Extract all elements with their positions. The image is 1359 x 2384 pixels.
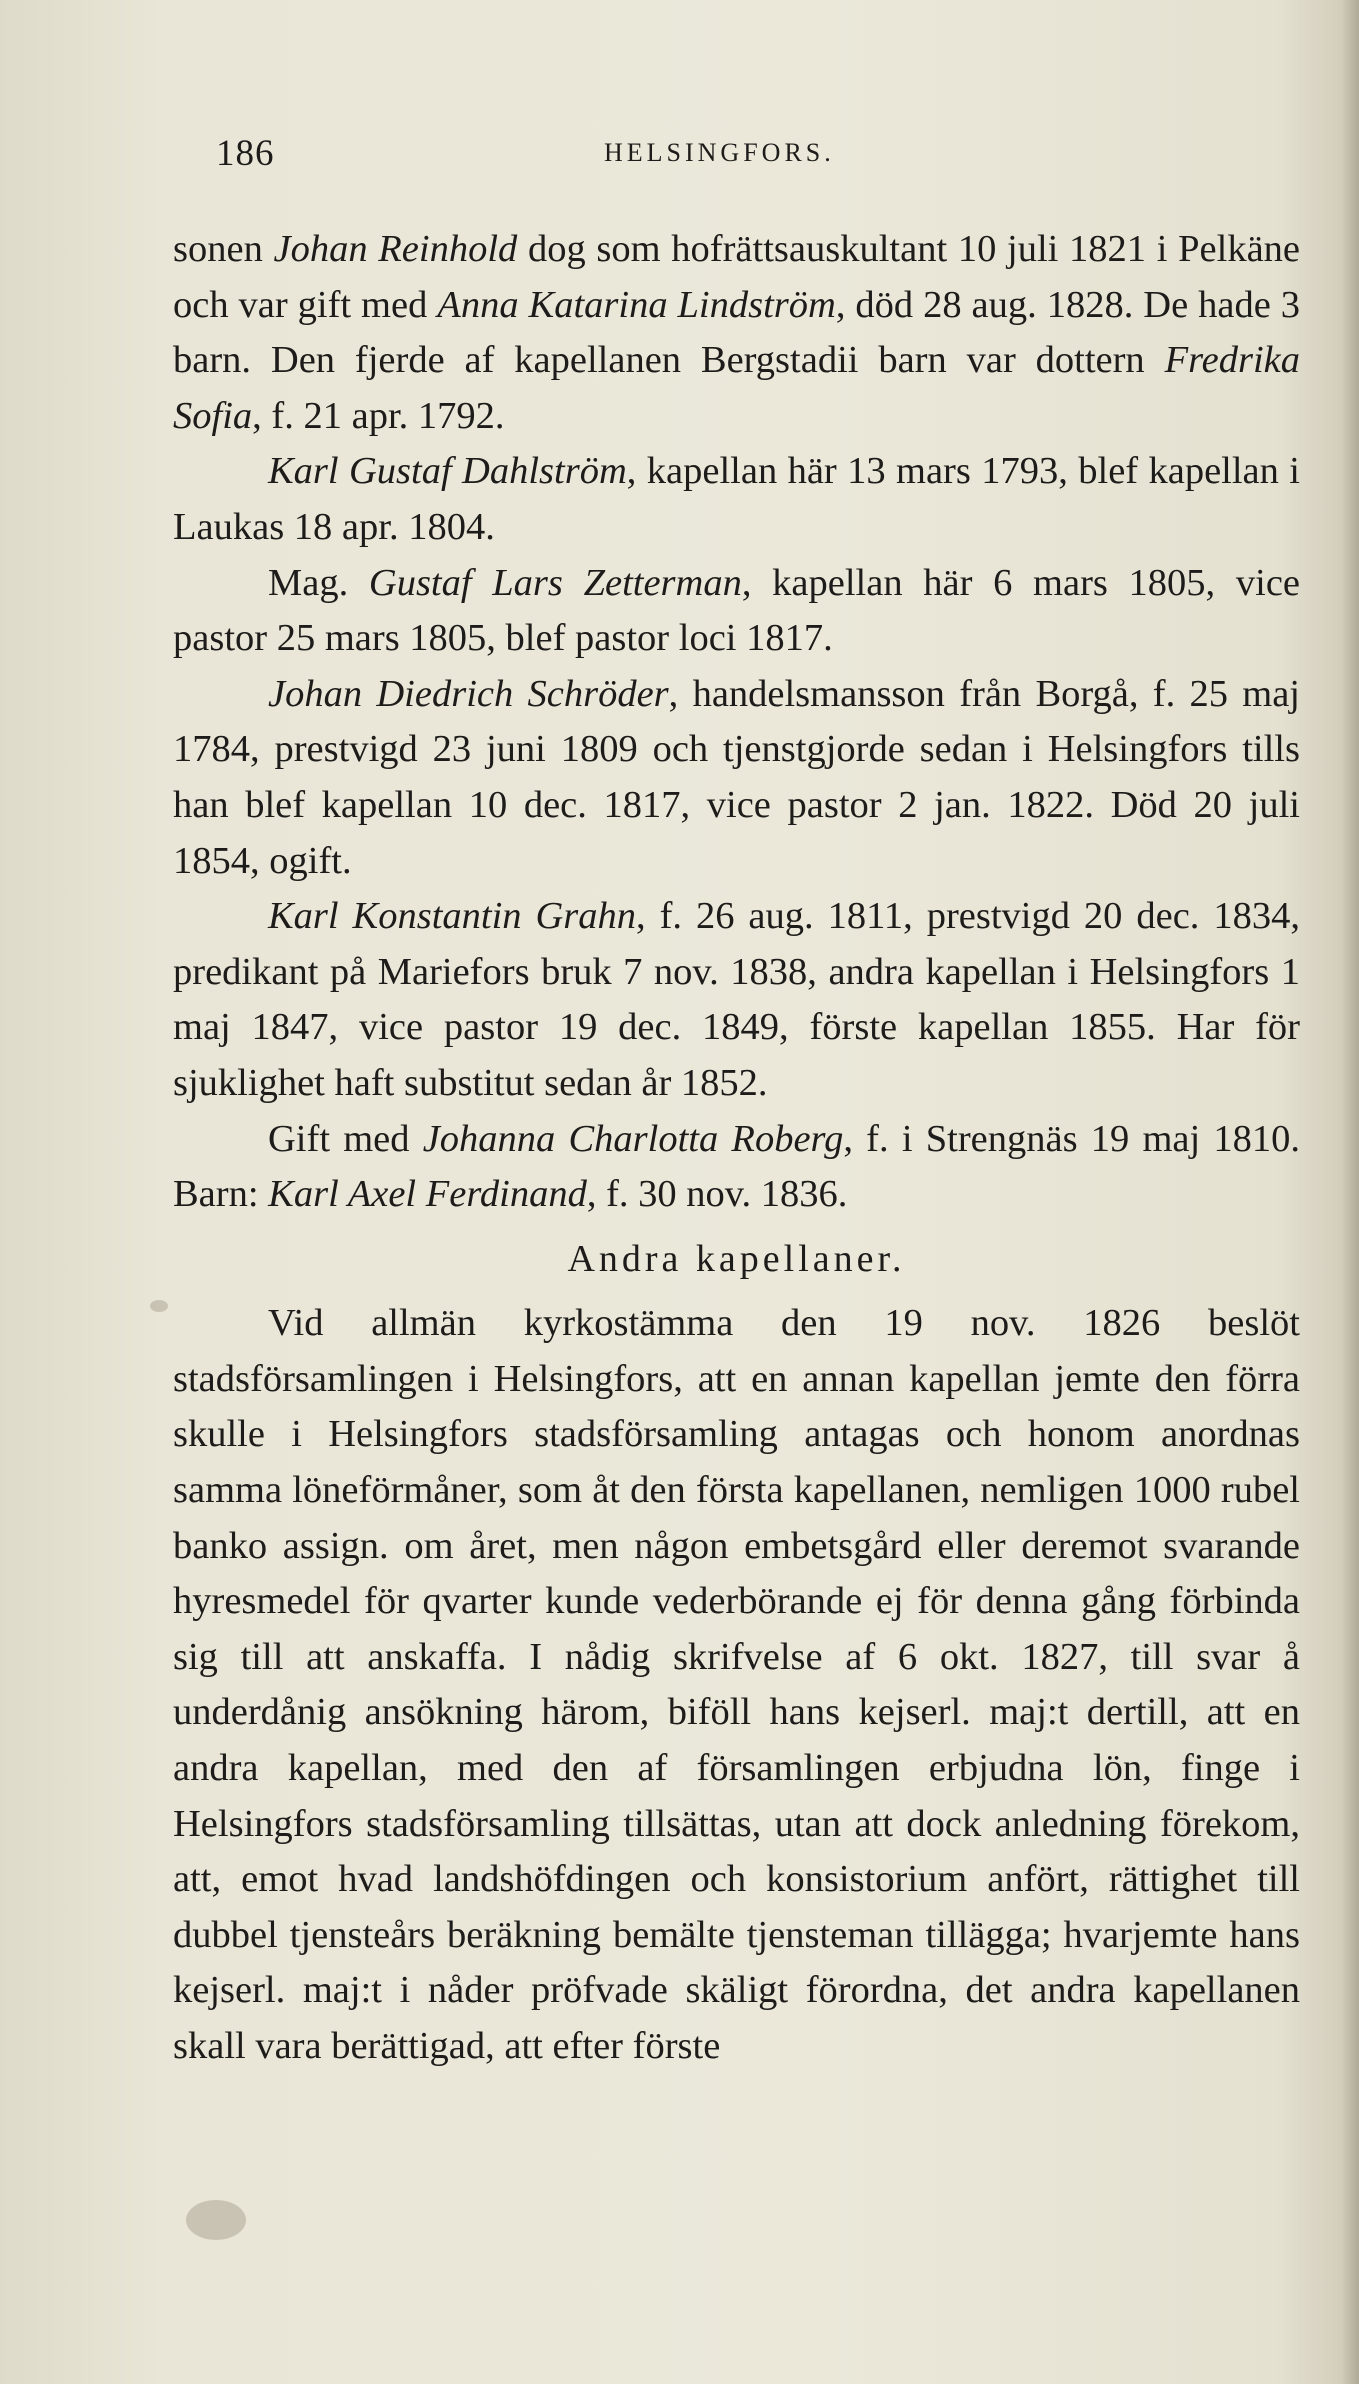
page-number: 186 bbox=[216, 133, 275, 174]
person-name: Johan Reinhold bbox=[273, 228, 518, 270]
person-name: Anna Katarina Lindström bbox=[437, 283, 836, 326]
text-run: , f. i Strengnäs 19 maj 1810. Barn: bbox=[173, 1117, 1301, 1216]
section-heading: Andra kapellaner. bbox=[567, 1237, 906, 1280]
paragraph bbox=[173, 556, 1300, 667]
person-name: Johan Diedrich Schröder bbox=[268, 672, 669, 715]
paper-stain bbox=[186, 2200, 246, 2240]
body-text bbox=[173, 222, 1300, 2075]
page-header bbox=[170, 132, 1310, 192]
text-run: Mag. bbox=[268, 561, 369, 604]
text-run: , f. 21 apr. 1792. bbox=[252, 394, 505, 437]
person-name: Karl Konstantin Grahn bbox=[268, 895, 637, 938]
text-run: dog som hofrättsauskultant 10 juli 1821 i Pelkäne och var gift med bbox=[173, 228, 1300, 326]
paragraph bbox=[173, 667, 1300, 889]
text-run: , kapellan här 6 mars 1805, vice pastor 25 mars 1805, blef pastor loci 1817. bbox=[173, 561, 1300, 660]
paragraph bbox=[173, 222, 1300, 444]
person-name: Gustaf Lars Zetterman bbox=[368, 561, 742, 604]
page-edge-shadow bbox=[1341, 0, 1359, 2384]
text-run: sonen bbox=[173, 228, 274, 270]
text-run: , kapellan här 13 mars 1793, blef kapellan i Laukas 18 apr. 1804. bbox=[173, 450, 1300, 548]
paragraph bbox=[173, 444, 1300, 555]
person-name: Fredrika Sofia bbox=[173, 339, 1300, 437]
text-run: , död 28 aug. 1828. De hade 3 barn. Den fjerde af kapellanen Bergstadii barn var dottern bbox=[173, 283, 1301, 382]
text-run: Gift med bbox=[268, 1117, 423, 1160]
running-head: HELSINGFORS. bbox=[604, 138, 835, 167]
paragraph bbox=[173, 1112, 1300, 1223]
person-name: Karl Gustaf Dahlström bbox=[268, 450, 627, 493]
person-name: Johanna Charlotta Roberg bbox=[422, 1117, 844, 1160]
text-run: , f. 26 aug. 1811, prestvigd 20 dec. 1834, predikant på Mariefors bruk 7 nov. 1838, andra kapellan i Helsingfors 1 maj 1847, vice pastor 19 dec. 1849, förste kapellan 1855. Har för sjuklighet haft substitut sedan år 1852. bbox=[173, 895, 1300, 1104]
paper-stain bbox=[150, 1300, 168, 1312]
text-run: , handelsmansson från Borgå, f. 25 maj 1784, prestvigd 23 juni 1809 och tjenstgjorde sedan i Helsingfors tills han blef kapellan 10 dec. 1817, vice pastor 2 jan. 1822. Död 20 juli 1854, ogift. bbox=[173, 672, 1300, 882]
person-name: Karl Axel Ferdinand bbox=[268, 1173, 587, 1216]
text-run: , f. 30 nov. 1836. bbox=[586, 1173, 848, 1216]
paragraph: Vid allmän kyrkostämma den 19 nov. 1826 beslöt stadsförsamlingen i Helsingfors, att en annan kapellan jemte den förra skulle i Helsingfors stadsförsamling antagas och honom anordnas samma löneförmåner, som åt den första kapellanen, nemligen 1000 rubel banko assign. om året, men någon embetsgård eller deremot svarande hyresmedel för qvarter kunde vederbörande ej för denna gång förbinda sig till att anskaffa. I nådig skrifvelse af 6 okt. 1827, till svar å underdånig ansökning härom, biföll hans kejserl. maj:t dertill, att en andra kapellan, med den af församlingen erbjudna lön, finge i Helsingfors stadsförsamling tillsättas, utan att dock anledning förekom, att, emot hvad landshöfdingen och konsistorium anfört, rättighet till dubbel tjensteårs beräkning bemälte tjensteman tillägga; hvarjemte hans kejserl. maj:t i nåder pröfvade skäligt förordna, det andra kapellanen skall vara berättigad, att efter förste bbox=[173, 1302, 1300, 2067]
paragraph bbox=[173, 889, 1300, 1111]
